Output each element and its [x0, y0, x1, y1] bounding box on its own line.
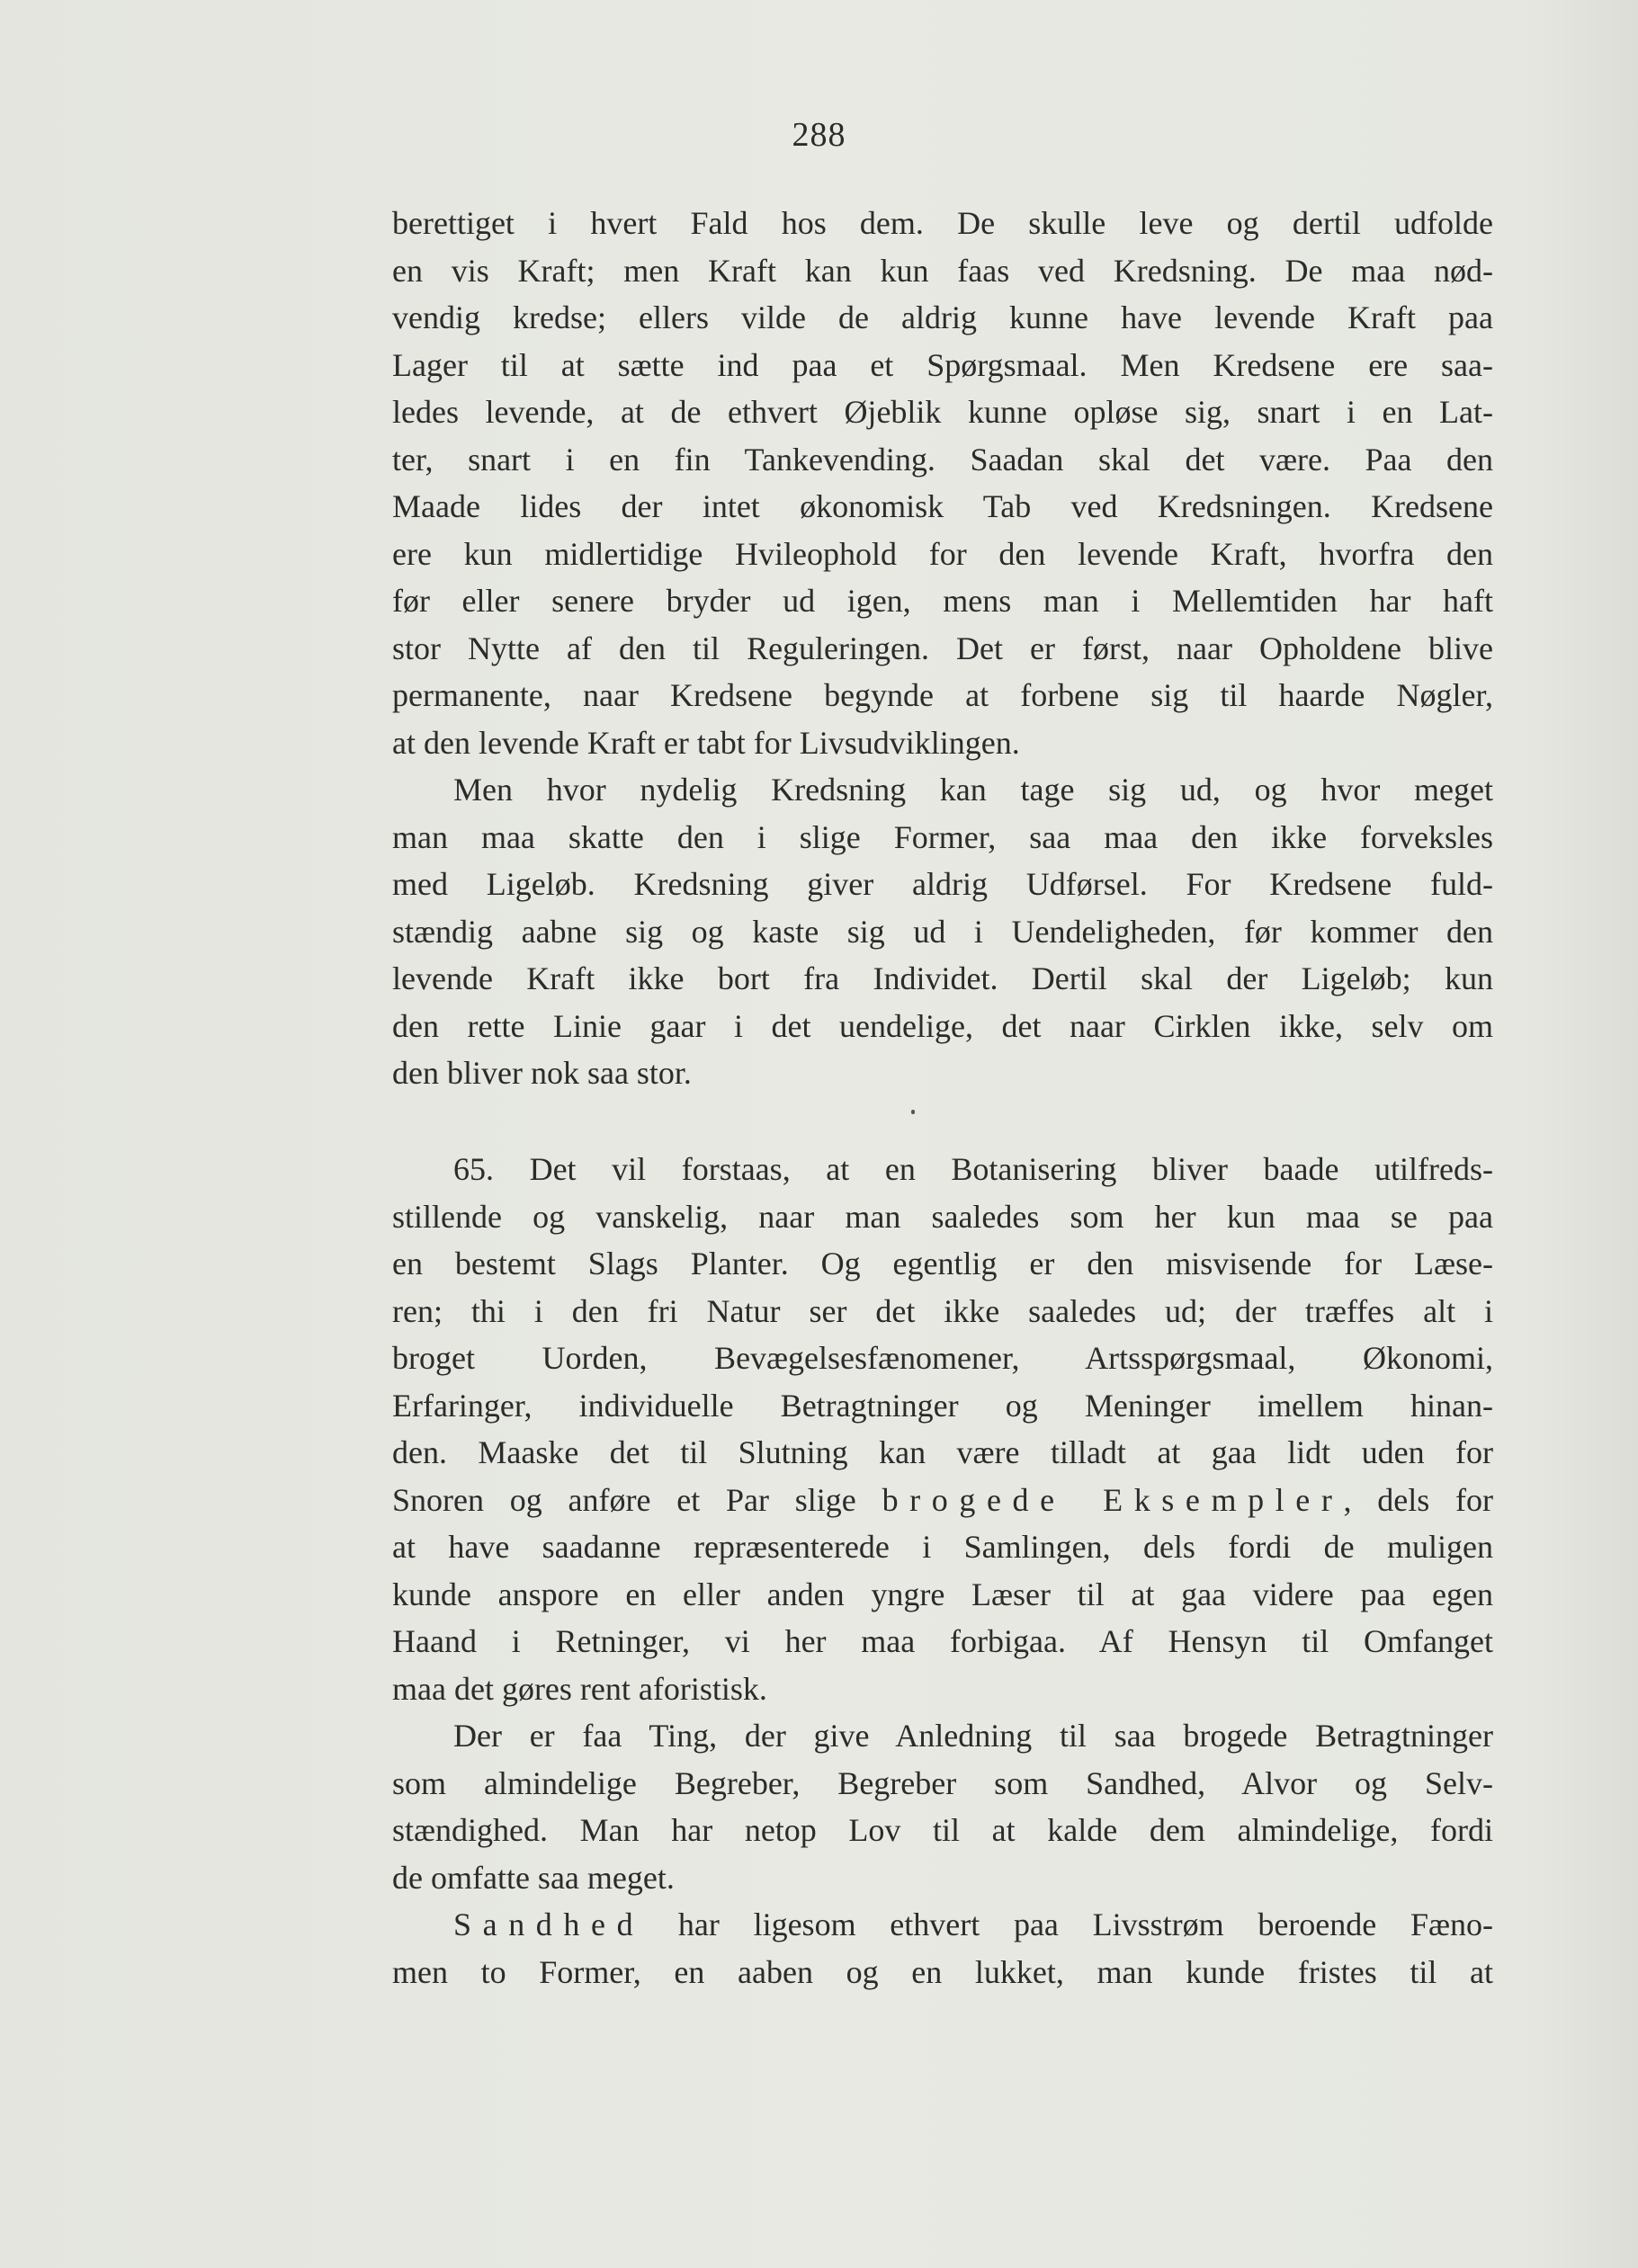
text-line: Der er faa Ting, der give Anledning til saa brogede Betragtninger: [453, 1718, 1493, 1754]
text-line: maa det gøres rent aforistisk.: [392, 1670, 767, 1707]
text-line: en bestemt Slags Planter. Og egentlig er den misvisende for Læse-: [392, 1246, 1493, 1281]
text-line: broget Uorden, Bevægelsesfænomener, Artsspørgsmaal, Økonomi,: [392, 1340, 1493, 1376]
text-line: stor Nytte af den til Reguleringen. Det er først, naar Opholdene blive: [392, 630, 1493, 666]
text-line: den rette Linie gaar i det uendelige, det naar Cirklen ikke, selv om: [392, 1007, 1493, 1044]
text-fragment: Snoren og anføre et Par slige: [392, 1481, 856, 1518]
text-line: ledes levende, at de ethvert Øjeblik kunne opløse sig, snart i en Lat-: [392, 394, 1493, 430]
text-line: med Ligeløb. Kredsning giver aldrig Udførsel. For Kredsene fuld-: [392, 866, 1493, 902]
section-65: [392, 1146, 1493, 1996]
text-line: man maa skatte den i slige Former, saa maa den ikke forveksles: [392, 818, 1493, 855]
stray-print-mark: [911, 1110, 915, 1114]
text-line: at den levende Kraft er tabt for Livsudviklingen.: [392, 724, 1020, 761]
text-line: at have saadanne repræsenterede i Samlingen, dels fordi de muligen: [392, 1529, 1493, 1565]
text-line: ter, snart i en fin Tankevending. Saadan skal det være. Paa den: [392, 441, 1493, 478]
text-line: stændighed. Man har netop Lov til at kalde dem almindelige, fordi: [392, 1812, 1493, 1848]
text-line: før eller senere bryder ud igen, mens man i Mellemtiden har haft: [392, 583, 1493, 619]
text-line: [392, 1901, 1493, 1949]
spaced-emphasis: brogede Eksempler: [882, 1481, 1344, 1518]
page-number: 288: [792, 116, 846, 154]
text-line: den. Maaske det til Slutning kan være tilladt at gaa lidt uden for: [392, 1434, 1493, 1470]
text-line: stændig aabne sig og kaste sig ud i Uendeligheden, før kommer den: [392, 913, 1493, 950]
text-line: de omfatte saa meget.: [392, 1859, 675, 1896]
text-line: ren; thi i den fri Natur ser det ikke saaledes ud; der træffes alt i: [392, 1292, 1493, 1329]
text-line: som almindelige Begreber, Begreber som Sandhed, Alvor og Selv-: [392, 1764, 1493, 1801]
text-line: Maade lides der intet økonomisk Tab ved Kredsningen. Kredsene: [392, 488, 1493, 524]
paragraph-continuation: [392, 200, 1493, 1097]
text-line: permanente, naar Kredsene begynde at forbene sig til haarde Nøgler,: [392, 677, 1493, 713]
text-line: en vis Kraft; men Kraft kan kun faas ved Kredsning. De maa nød-: [392, 252, 1493, 289]
text-line: men to Former, en aaben og en lukket, man kunde fristes til at: [392, 1953, 1493, 1990]
text-line: [392, 1477, 1493, 1524]
text-line: kunde anspore en eller anden yngre Læser til at gaa videre paa egen: [392, 1576, 1493, 1612]
text-line: Haand i Retninger, vi her maa forbigaa. Af Hensyn til Omfanget: [392, 1623, 1493, 1659]
text-fragment: har ligesom ethvert paa Livsstrøm beroende Fæno-: [644, 1906, 1493, 1942]
text-line: berettiget i hvert Fald hos dem. De skulle leve og dertil udfolde: [392, 205, 1493, 241]
text-line: stillende og vanskelig, naar man saaledes som her kun maa se paa: [392, 1198, 1493, 1235]
text-line: vendig kredse; ellers vilde de aldrig kunne have levende Kraft paa: [392, 299, 1493, 335]
text-line: ere kun midlertidige Hvileophold for den levende Kraft, hvorfra den: [392, 535, 1493, 572]
spaced-emphasis: Sandhed: [453, 1906, 645, 1942]
text-line: Erfaringer, individuelle Betragtninger og Meninger imellem hinan-: [392, 1387, 1493, 1424]
text-line: Lager til at sætte ind paa et Spørgsmaal. Men Kredsene ere saa-: [392, 346, 1493, 383]
text-line: levende Kraft ikke bort fra Individet. Dertil skal der Ligeløb; kun: [392, 960, 1493, 996]
text-fragment: , dels for: [1343, 1481, 1493, 1518]
text-line: 65. Det vil forstaas, at en Botanisering bliver baade utilfreds-: [453, 1151, 1493, 1187]
text-line: Men hvor nydelig Kredsning kan tage sig ud, og hvor meget: [453, 772, 1493, 808]
text-line: den bliver nok saa stor.: [392, 1055, 692, 1091]
